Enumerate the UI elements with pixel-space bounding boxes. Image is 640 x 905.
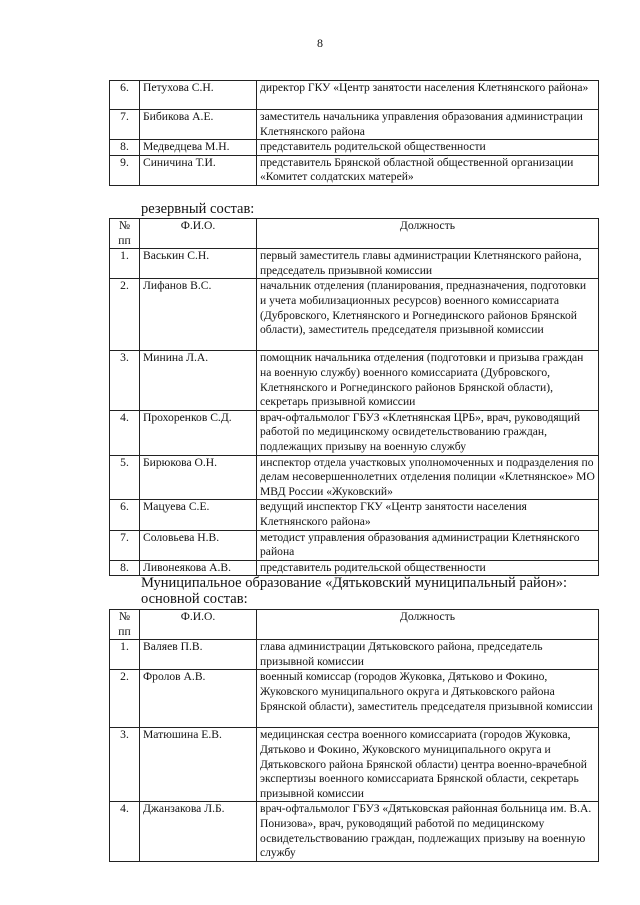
row-name: Медведцева М.Н.: [140, 140, 257, 156]
row-name: Валяев П.В.: [140, 640, 257, 670]
row-name: Васькин С.Н.: [140, 249, 257, 279]
row-name: Матюшина Е.В.: [140, 728, 257, 802]
row-name: Синичина Т.И.: [140, 155, 257, 185]
row-name: Минина Л.А.: [140, 351, 257, 410]
table-row: [110, 110, 599, 140]
row-number: 1.: [110, 640, 140, 670]
row-position: первый заместитель главы администрации Клетнянского района, председатель призывной комиссии: [257, 249, 599, 279]
row-number: 8.: [110, 140, 140, 156]
table-row: [110, 249, 599, 279]
row-number: 7.: [110, 530, 140, 560]
row-name: Лифанов В.С.: [140, 279, 257, 351]
main-table: [109, 609, 599, 862]
row-position: представитель Брянской областной общественной организации «Комитет солдатских матерей»: [257, 155, 599, 185]
row-number: 3.: [110, 728, 140, 802]
table-row: [110, 455, 599, 500]
table-row: [110, 81, 599, 110]
col-header-position: Должность: [257, 219, 599, 249]
row-position: инспектор отдела участковых уполномоченных и подразделения по делам несовершеннолетних отделения полиции «Клетнянское» МО МВД России «Жуковский»: [257, 455, 599, 500]
reserve-heading: резервный состав:: [141, 201, 255, 217]
row-position: методист управления образования администрации Клетнянского района: [257, 530, 599, 560]
row-name: Бирюкова О.Н.: [140, 455, 257, 500]
table-row: [110, 728, 599, 802]
page-number: 8: [317, 36, 323, 50]
row-name: Ливонеякова А.В.: [140, 560, 257, 576]
row-position: представитель родительской общественности: [257, 560, 599, 576]
row-position: начальник отделения (планирования, предназначения, подготовки и учета мобилизационных ресурсов) военного комиссариата (Дубровского, Клетнянского и Рогнединского районов Брянской области), заместитель председателя призывной комиссии: [257, 279, 599, 351]
table-row: [110, 530, 599, 560]
row-number: 7.: [110, 110, 140, 140]
table-row: [110, 155, 599, 185]
top-table: [109, 80, 599, 186]
reserve-table: [109, 218, 599, 576]
col-header-position: Должность: [257, 610, 599, 640]
row-number: 4.: [110, 410, 140, 455]
row-position: врач-офтальмолог ГБУЗ «Дятьковская районная больница им. В.А. Понизова», врач, руководящий работой по медицинскому освидетельствованию граждан, подлежащих призыву на военную службу: [257, 802, 599, 861]
col-header-name: Ф.И.О.: [140, 219, 257, 249]
row-number: 6.: [110, 500, 140, 530]
row-number: 2.: [110, 279, 140, 351]
row-position: ведущий инспектор ГКУ «Центр занятости населения Клетнянского района»: [257, 500, 599, 530]
row-position: военный комиссар (городов Жуковка, Дятьково и Фокино, Жуковского муниципального округа и Дятьковского района Брянской области), заместитель председателя призывной комиссии: [257, 670, 599, 728]
table-row: [110, 560, 599, 576]
col-header-name: Ф.И.О.: [140, 610, 257, 640]
row-name: Фролов А.В.: [140, 670, 257, 728]
row-number: 6.: [110, 81, 140, 110]
row-position: глава администрации Дятьковского района, председатель призывной комиссии: [257, 640, 599, 670]
col-header-number: № пп: [110, 219, 140, 249]
row-number: 2.: [110, 670, 140, 728]
row-number: 3.: [110, 351, 140, 410]
table-row: [110, 351, 599, 410]
row-number: 5.: [110, 455, 140, 500]
row-position: представитель родительской общественности: [257, 140, 599, 156]
row-number: 1.: [110, 249, 140, 279]
row-position: медицинская сестра военного комиссариата (городов Жуковка, Дятьково и Фокино, Жуковского муниципального округа и Дятьковского района Брянской области) центра военно-врачебной экспертизы военного комиссариата Брянской области, секретарь призывной комиссии: [257, 728, 599, 802]
table-row: [110, 802, 599, 861]
row-name: Соловьева Н.В.: [140, 530, 257, 560]
table-row: [110, 279, 599, 351]
row-position: помощник начальника отделения (подготовки и призыва граждан на военную службу) военного комиссариата (Дубровского, Клетнянского и Рогнединского районов Брянской области), секретарь призывной комиссии: [257, 351, 599, 410]
row-name: Джанзакова Л.Б.: [140, 802, 257, 861]
table-row: [110, 140, 599, 156]
municipal-heading: [141, 575, 567, 607]
row-position: врач-офтальмолог ГБУЗ «Клетнянская ЦРБ», врач, руководящий работой по медицинскому освидетельствованию граждан, подлежащих призыву на военную службу: [257, 410, 599, 455]
row-number: 9.: [110, 155, 140, 185]
row-position: заместитель начальника управления образования администрации Клетнянского района: [257, 110, 599, 140]
row-name: Прохоренков С.Д.: [140, 410, 257, 455]
row-number: 4.: [110, 802, 140, 861]
table-row: [110, 670, 599, 728]
row-position: директор ГКУ «Центр занятости населения Клетнянского района»: [257, 81, 599, 110]
table-row: [110, 640, 599, 670]
table-row: [110, 410, 599, 455]
table-header-row: [110, 219, 599, 249]
table-header-row: [110, 610, 599, 640]
row-name: Бибикова А.Е.: [140, 110, 257, 140]
row-name: Петухова С.Н.: [140, 81, 257, 110]
municipal-heading-line1: Муниципальное образование «Дятьковский муниципальный район»:: [141, 575, 568, 591]
col-header-number: № пп: [110, 610, 140, 640]
table-row: [110, 500, 599, 530]
row-name: Мацуева С.Е.: [140, 500, 257, 530]
row-number: 8.: [110, 560, 140, 576]
municipal-heading-line2: основной состав:: [141, 591, 248, 607]
